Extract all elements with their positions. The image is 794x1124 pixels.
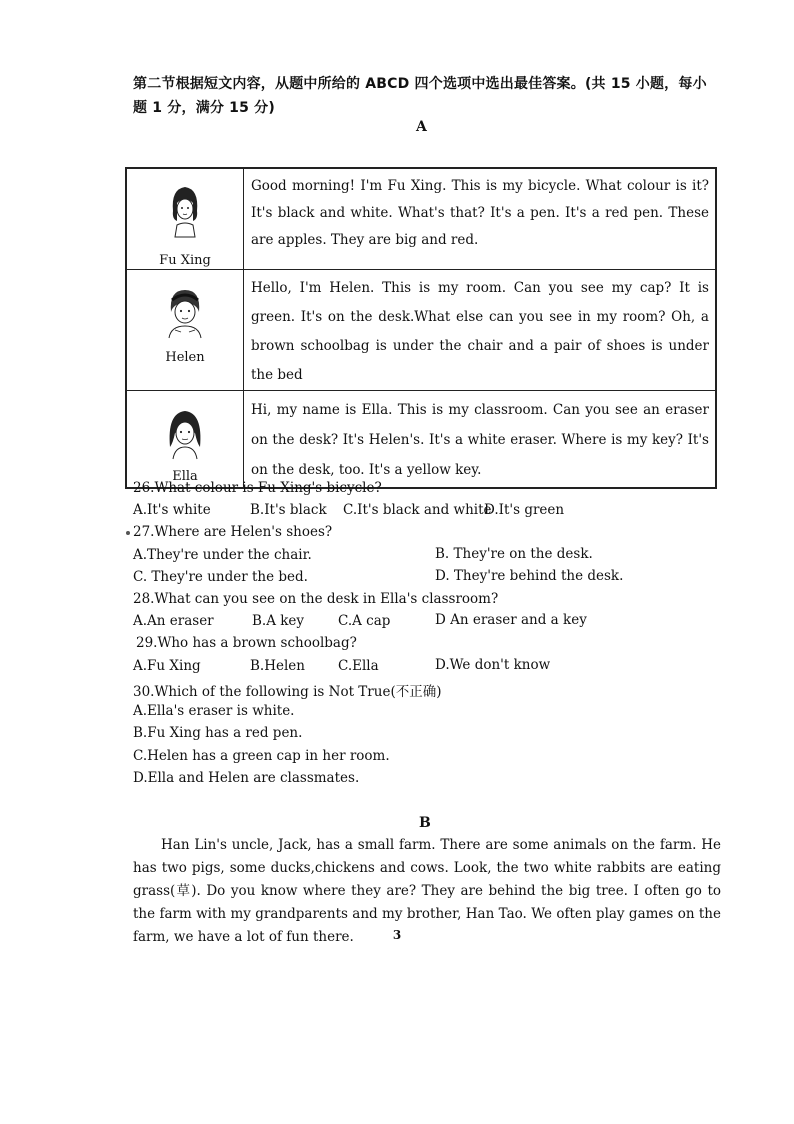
option: B.Fu Xing has a red pen.	[133, 725, 303, 741]
question-26-stem: 26.What colour is Fu Xing's bicycle?	[133, 480, 382, 496]
question-28-stem: 28.What can you see on the desk in Ella's classroom?	[133, 591, 499, 607]
profile-picture-cell	[126, 390, 244, 488]
profile-name: Fu Xing	[159, 253, 211, 268]
girl-portrait-short-hair-icon	[165, 181, 205, 239]
option: D.Ella and Helen are classmates.	[133, 770, 360, 786]
instructions-line-1: 第二节根据短文内容，从题中所给的 ABCD 四个选项中选出最佳答案。(共 15 小题，每小	[133, 76, 707, 92]
profile-name: Helen	[165, 349, 205, 365]
option: B. They're on the desk.	[435, 546, 593, 562]
option: D. They're behind the desk.	[435, 568, 624, 584]
section-b-label: B	[419, 815, 431, 831]
profile-picture-cell	[126, 168, 244, 269]
profile-picture-cell	[126, 269, 244, 390]
option: D.It's green	[484, 502, 565, 518]
profile-row	[126, 168, 716, 269]
profile-row	[126, 390, 716, 488]
question-27-stem: 27.Where are Helen's shoes?	[133, 524, 333, 540]
option: C. They're under the bed.	[133, 569, 308, 585]
option: A.They're under the chair.	[133, 547, 312, 563]
option: D.We don't know	[435, 657, 551, 673]
option: C.Helen has a green cap in her room.	[133, 748, 390, 764]
option: B.A key	[252, 613, 305, 629]
question-30-stem: 30.Which of the following is Not True(不正确)	[133, 684, 442, 700]
question-29-stem: 29.Who has a brown schoolbag?	[136, 635, 357, 651]
girl-portrait-headband-icon	[161, 282, 209, 340]
profile-text: Hi, my name is Ella. This is my classroom. Can you see an eraser on the desk? It's Helen's. It's a white eraser. Where is my key? It's on the desk, too. It's a yellow key.	[244, 390, 717, 488]
profile-text: Hello, I'm Helen. This is my room. Can you see my cap? It is green. It's on the desk.What else can you see in my room? Oh, a brown schoolbag is under the chair and a pair of shoes is under the bed	[244, 269, 717, 390]
section-a-label: A	[416, 119, 427, 135]
option: C.A cap	[338, 613, 391, 629]
option: A.Fu Xing	[133, 658, 201, 674]
section-b-paragraph: Han Lin's uncle, Jack, has a small farm. There are some animals on the farm. He has two pigs, some ducks,chickens and cows. Look, the two white rabbits are eating grass(草). Do you know where they are? They are behind the big tree. I often go to the farm with my grandparents and my brother, Han Tao. We often play games on the farm, we have a lot of fun there.	[133, 837, 721, 945]
option: B.It's black	[250, 502, 327, 518]
option: A.It's white	[133, 502, 211, 518]
page-number: 3	[392, 928, 402, 942]
option: C.Ella	[338, 658, 379, 674]
profile-name: Ella	[172, 468, 198, 484]
bullet-dot	[126, 531, 130, 535]
instructions-line-2: 题 1 分，满分 15 分)	[133, 100, 275, 116]
option: B.Helen	[250, 658, 305, 674]
profiles-table	[125, 167, 717, 489]
option: D An eraser and a key	[435, 612, 587, 628]
option: A.Ella's eraser is white.	[133, 703, 295, 719]
girl-portrait-long-hair-icon	[161, 403, 209, 461]
profile-row	[126, 269, 716, 390]
option: C.It's black and white	[343, 502, 492, 518]
profile-text: Good morning! I'm Fu Xing. This is my bicycle. What colour is it? It's black and white. What's that? It's a pen. It's a red pen. These are apples. They are big and red.	[244, 168, 717, 269]
option: A.An eraser	[133, 613, 214, 629]
